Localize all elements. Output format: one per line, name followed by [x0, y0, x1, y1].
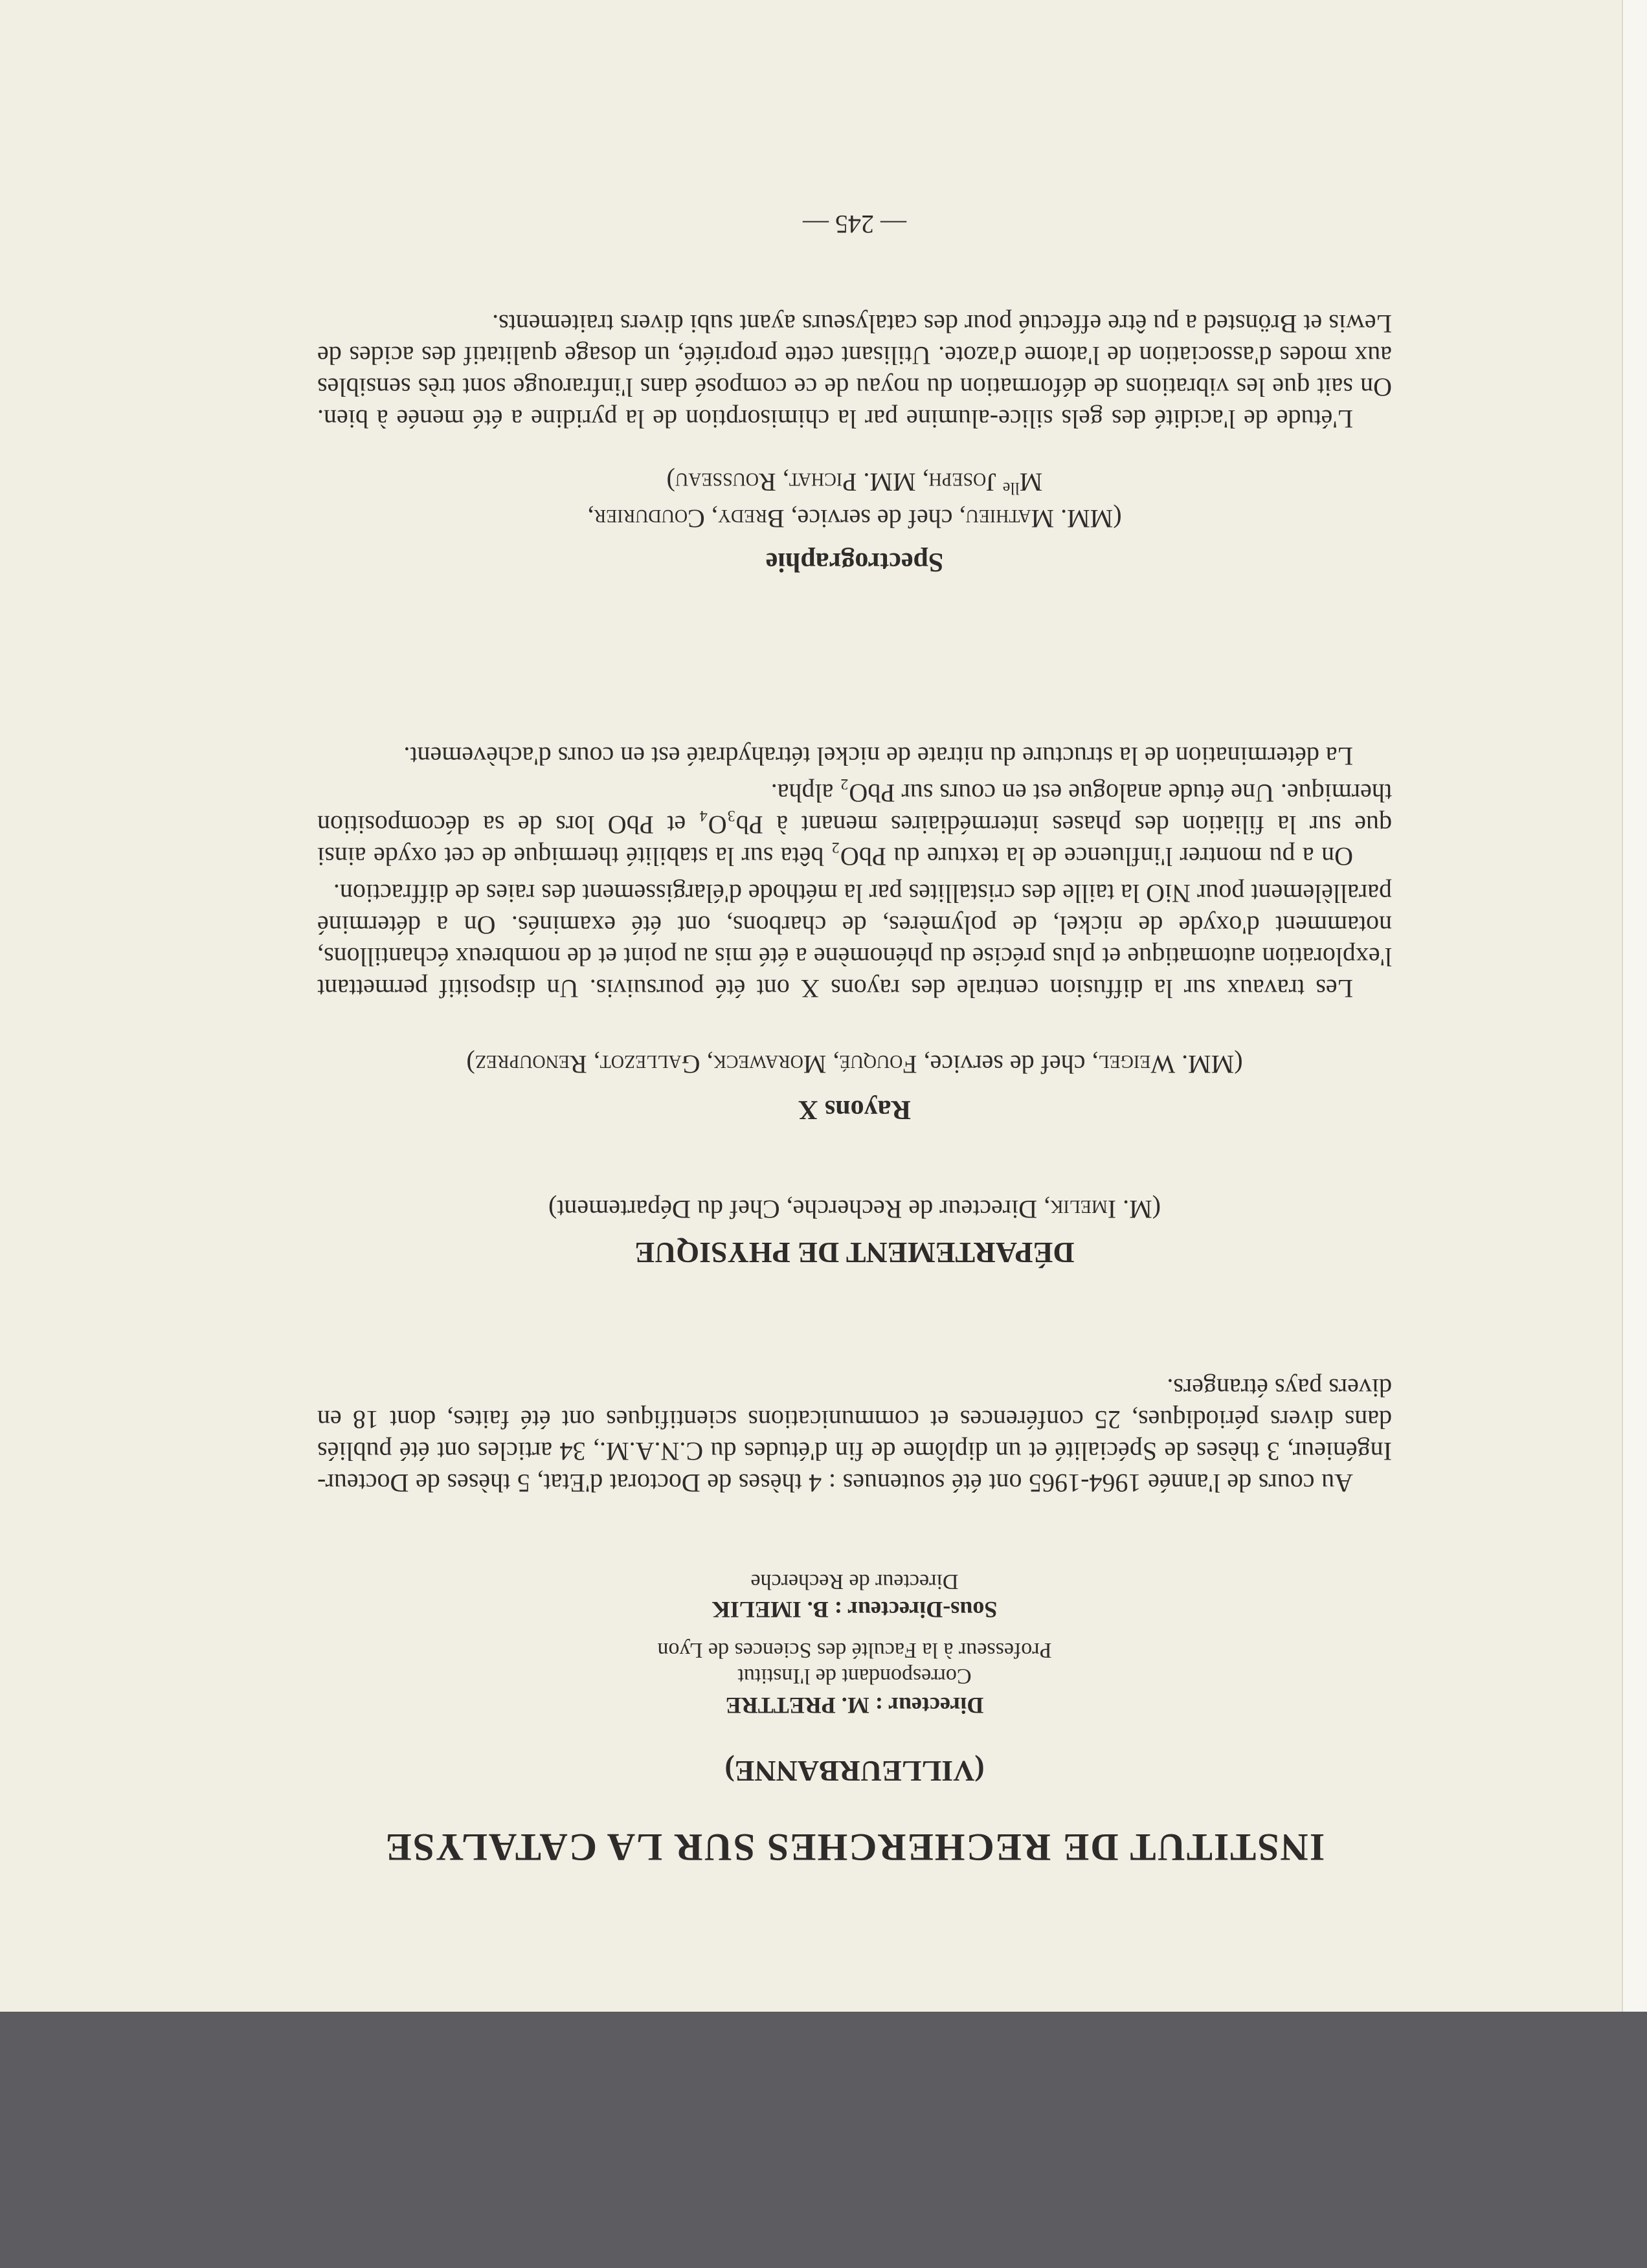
person-name: Mathieu	[965, 504, 1055, 533]
text-segment: (MM.	[1175, 1050, 1243, 1079]
text-segment: , chef de service,	[917, 1050, 1099, 1079]
text-segment: )	[666, 467, 675, 497]
person-name: Bredy	[717, 504, 785, 533]
text-segment: ,	[587, 1050, 600, 1079]
subdirector: Sous-Directeur : B. IMELIK	[711, 1597, 998, 1623]
spectro-staff-1	[317, 504, 1392, 534]
section-title-rayons-x: Rayons X	[798, 1095, 911, 1124]
person-name: Weigel	[1098, 1050, 1176, 1079]
person-name: Joseph	[928, 467, 996, 497]
person-name: Coudurier	[594, 504, 705, 533]
spectro-paragraph: L'étude de l'acidité des gels silice-alumine par la chimisorption de la pyridine a été menée à bien. On sait que les vibrations de déformation du noyau de ce composé dans l'infrarouge sont très sensibles aux modes d'association de l'atome d'azote. Utilisant cette propriété, un dosage qualitatif des acides de Lewis et Brönsted a pu être effectué pour des catalyseurs ayant subi divers traitements.	[317, 309, 1392, 434]
person-name: Pichat	[789, 467, 857, 497]
paragraph: La détermination de la structure du nitrate de nickel tétrahydraté est en cours d'achèvement.	[403, 742, 1353, 771]
text-segment: ,	[587, 504, 594, 533]
text-segment: M	[1019, 467, 1043, 497]
page-number: — 245 —	[803, 210, 906, 239]
person-name: Imelik	[1050, 1195, 1117, 1224]
person-name: Fouqué	[839, 1050, 917, 1079]
institute-title: INSTITUT DE RECHERCHES SUR LA CATALYSE	[384, 1826, 1325, 1869]
paragraph: Les travaux sur la diffusion centrale des rayons X ont été poursuivis. Un dispositif permettant l'exploration automatique et plus précise du phénomène a été mis au point et de nombreux échantillons, notamment d'oxyde de nickel, de polymères, de charbons, ont été examinés. On a déterminé parallèlement pour NiO la taille des cristallites par la méthode d'élargissement des raies de diffraction.	[317, 879, 1392, 1003]
paragraph: On a pu montrer l'influence de la texture du PbO₂ bêta sur la stabilité thermique de cet oxyde ainsi que sur la filiation des phases intermédiaires menant à Pb₃O₄ et PbO lors de sa décomposition thermique. Une étude analogue est en cours sur PbO₂ alpha.	[317, 779, 1392, 871]
text-segment: )	[466, 1050, 475, 1079]
person-name: Rousseau	[675, 467, 776, 497]
text-segment: (MM.	[1054, 504, 1122, 533]
director: Directeur : M. PRETTRE	[725, 1693, 984, 1718]
text-segment: , Directeur de Recherche, Chef du Département)	[548, 1195, 1051, 1224]
text-segment: , chef de service,	[784, 504, 966, 533]
director-role-1: Correspondant de l'Institut	[737, 1664, 972, 1688]
section-title-spectrographie: Spectrographie	[765, 547, 944, 577]
department-head	[317, 1194, 1392, 1225]
spectro-staff-2	[317, 467, 1392, 504]
page-edge	[1622, 0, 1647, 2012]
subdirector-role: Directeur de Recherche	[750, 1570, 959, 1594]
person-name: Renouprez	[475, 1050, 587, 1079]
director-role-2: Professeur à la Faculté des Sciences de Lyon	[657, 1638, 1052, 1662]
rayons-staff	[317, 1049, 1392, 1080]
text-segment: ,	[700, 1050, 713, 1079]
person-name: Moraweck	[713, 1050, 827, 1079]
text-segment: , MM.	[857, 467, 929, 497]
scanner-background	[0, 2012, 1647, 2268]
rayons-paragraphs	[317, 740, 1392, 1005]
text-segment: lle	[1002, 479, 1020, 498]
text-segment: ,	[776, 467, 789, 497]
person-name: Gallezot	[599, 1050, 700, 1079]
intro-paragraph: Au cours de l'année 1964-1965 ont été soutenues : 4 thèses de Doctorat d'Etat, 5 thèses de Docteur-Ingénieur, 3 thèses de Spécialité et un diplôme de fin d'études du C.N.A.M., 34 articles ont été publiés dans divers périodiques, 25 conférences et communications scientifiques ont été faites, dont 18 en divers pays étrangers.	[317, 1373, 1392, 1498]
text-segment: ,	[704, 504, 718, 533]
department-title: DÉPARTEMENT DE PHYSIQUE	[634, 1236, 1075, 1269]
text-segment: (M.	[1116, 1195, 1161, 1224]
text-segment	[996, 468, 1003, 497]
institute-location: (VILLEURBANNE)	[724, 1755, 985, 1788]
text-segment: ,	[826, 1050, 840, 1079]
